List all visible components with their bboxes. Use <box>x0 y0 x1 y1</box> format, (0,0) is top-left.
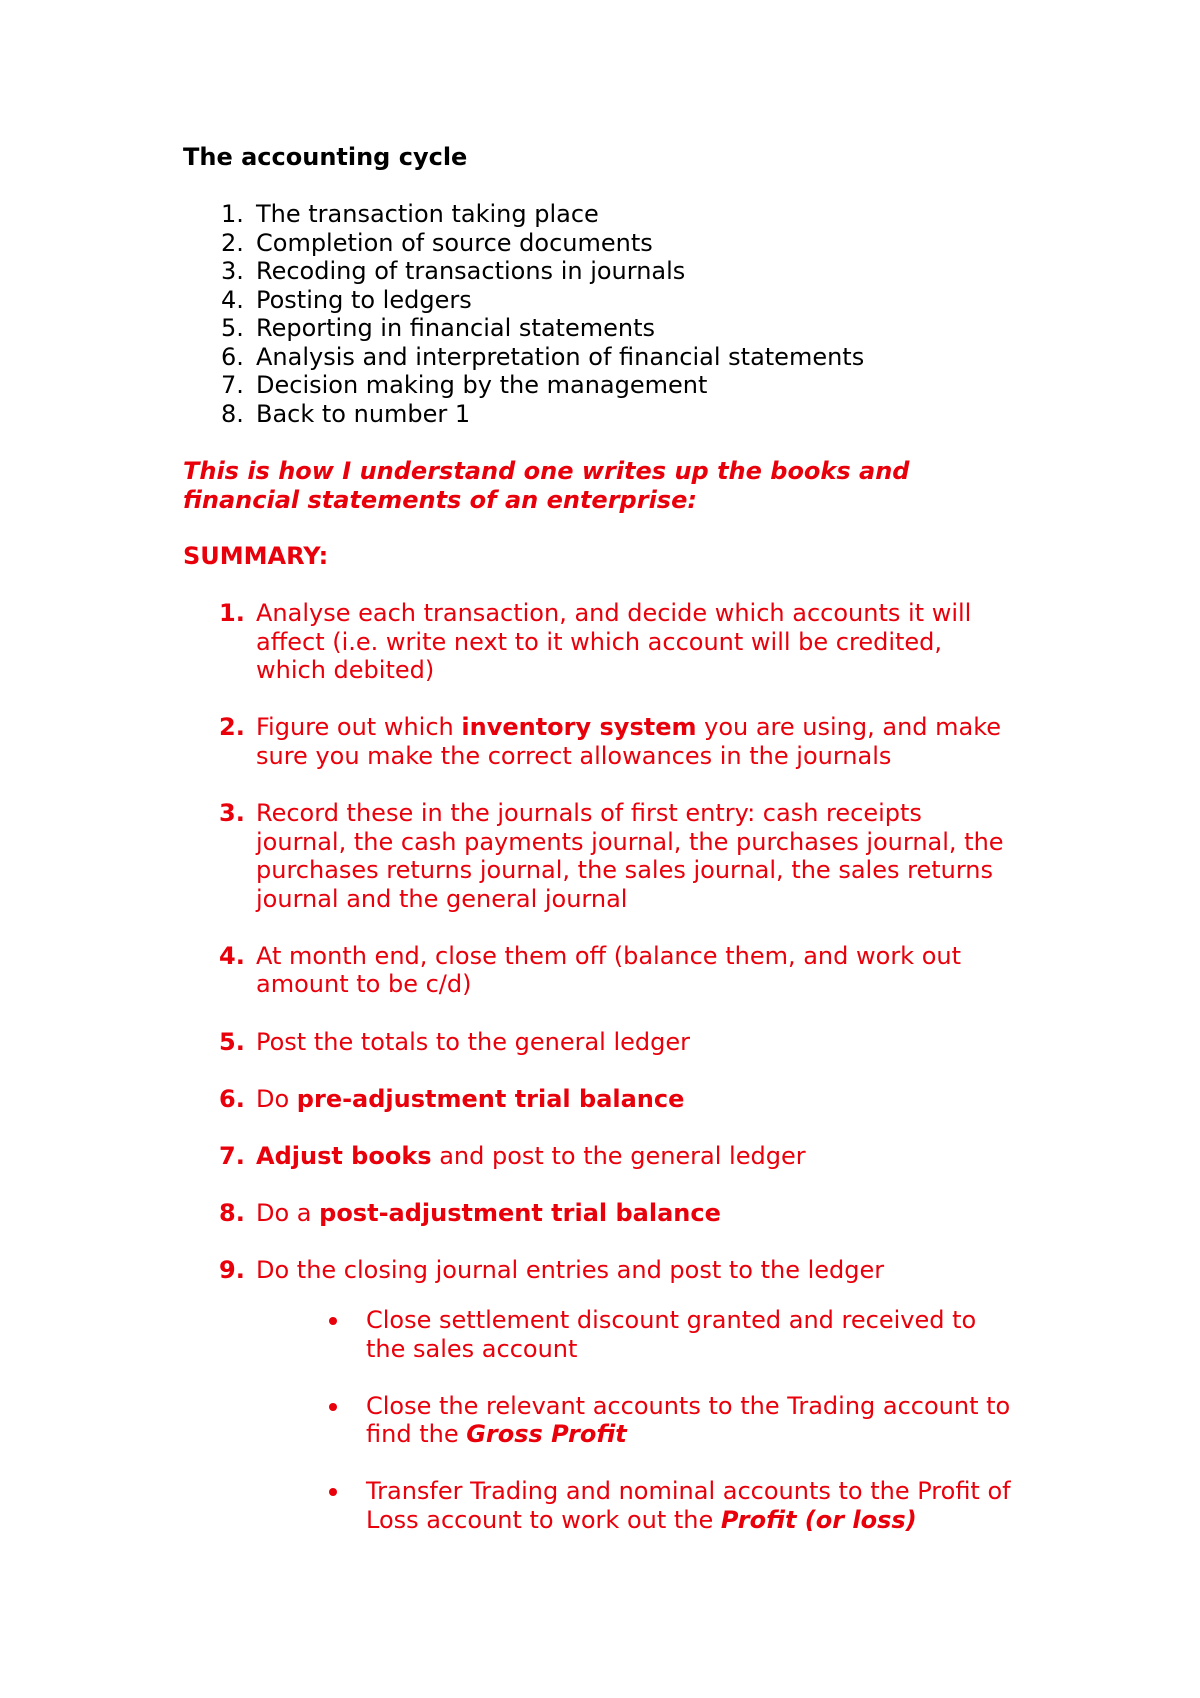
step-text <box>256 1256 1079 1285</box>
list-item <box>221 371 864 400</box>
bullet-line <box>366 1420 1010 1449</box>
step-number: 9. <box>219 1255 245 1284</box>
step-text <box>256 942 1079 999</box>
bullet-icon <box>326 1477 366 1534</box>
step-number: 6. <box>219 1084 245 1113</box>
list-text: Analysis and interpretation of financial statements <box>256 342 865 371</box>
list-item <box>221 343 864 372</box>
bullet-text <box>366 1392 1010 1449</box>
bullet-line: Close settlement discount granted and received to <box>366 1306 977 1334</box>
step-number: 4. <box>219 941 245 970</box>
step-number: 2. <box>219 713 245 742</box>
step-line <box>256 1199 1079 1228</box>
summary-step <box>219 599 1079 685</box>
summary-step <box>219 1028 1079 1057</box>
list-item <box>221 257 864 286</box>
list-item <box>221 200 864 229</box>
step-text <box>256 1028 1079 1057</box>
step-text-run: you are using, and make <box>696 713 1002 742</box>
step-line: journal, the cash payments journal, the purchases journal, the <box>256 827 1004 856</box>
summary-step <box>219 1142 1079 1171</box>
step-line: At month end, close them off (balance them, and work out <box>256 941 962 970</box>
bullet-item <box>326 1392 1086 1449</box>
accounting-cycle-list <box>221 200 864 428</box>
bullet-emphasis: Gross Profit <box>466 1420 627 1449</box>
note-line: This is how I understand one writes up the books and <box>183 457 910 485</box>
list-text: Reporting in financial statements <box>256 314 655 342</box>
step-number: 1. <box>219 599 245 627</box>
step-line: Do the closing journal entries and post to the ledger <box>256 1255 885 1284</box>
step-number: 8. <box>219 1198 245 1227</box>
step-line <box>256 1085 1079 1114</box>
summary-steps-list <box>219 599 1079 1313</box>
step-text <box>256 1085 1079 1114</box>
bullet-line: the sales account <box>366 1334 578 1363</box>
step-number: 7. <box>219 1141 245 1170</box>
bullet-text <box>366 1477 1011 1534</box>
bullet-icon <box>326 1306 366 1363</box>
step-text <box>256 799 1079 913</box>
list-number: 3. <box>221 257 244 285</box>
bullet-emphasis: Profit (or loss) <box>720 1505 917 1534</box>
summary-step <box>219 1256 1079 1285</box>
step-line <box>256 1142 1079 1171</box>
list-number: 2. <box>221 228 244 257</box>
step-text <box>256 1142 1079 1171</box>
step-emphasis: pre-adjustment trial balance <box>296 1084 685 1113</box>
summary-step <box>219 713 1079 770</box>
step-text-run: Do a <box>256 1198 320 1227</box>
list-item <box>221 400 864 429</box>
step-line: purchases returns journal, the sales journal, the sales returns <box>256 856 993 885</box>
step-text-run: Figure out which <box>256 713 462 742</box>
step-text <box>256 1199 1079 1228</box>
list-number: 1. <box>221 200 244 228</box>
list-number: 8. <box>221 399 244 428</box>
step-line: amount to be c/d) <box>256 970 472 999</box>
summary-step <box>219 1199 1079 1228</box>
bullet-item <box>326 1477 1086 1534</box>
step-text <box>256 713 1079 770</box>
bullet-text <box>366 1306 976 1363</box>
list-number: 4. <box>221 285 244 314</box>
page-title: The accounting cycle <box>183 143 468 171</box>
step-text-run: and post to the general ledger <box>431 1141 806 1170</box>
bullet-line: Close the relevant accounts to the Trading account to <box>366 1391 1011 1420</box>
note-line: financial statements of an enterprise: <box>183 486 697 514</box>
bullet-line <box>366 1506 1011 1535</box>
bullet-icon <box>326 1392 366 1449</box>
list-number: 5. <box>221 314 244 342</box>
list-text: Recoding of transactions in journals <box>256 257 686 285</box>
step-text-run: Do <box>256 1084 297 1113</box>
step-line: affect (i.e. write next to it which account will be credited, <box>256 627 943 656</box>
bullet-text-run: find the <box>366 1420 467 1449</box>
step-line <box>256 713 1079 742</box>
list-number: 7. <box>221 371 244 399</box>
summary-step <box>219 942 1079 999</box>
summary-step <box>219 799 1079 913</box>
step-emphasis: inventory system <box>461 713 697 742</box>
step-line: Analyse each transaction, and decide which accounts it will <box>256 599 972 627</box>
step-emphasis: Adjust books <box>256 1141 432 1170</box>
step-line: which debited) <box>256 656 435 685</box>
list-text: The transaction taking place <box>256 200 599 228</box>
step-line: Post the totals to the general ledger <box>256 1027 690 1056</box>
list-number: 6. <box>221 342 244 371</box>
step-number: 5. <box>219 1027 245 1056</box>
summary-heading: SUMMARY: <box>183 542 329 570</box>
bullet-text-run: Loss account to work out the <box>366 1505 721 1534</box>
step-number: 3. <box>219 798 245 827</box>
summary-step <box>219 1085 1079 1114</box>
list-text: Posting to ledgers <box>256 285 472 314</box>
closing-entries-bullet-list <box>326 1306 1086 1563</box>
step-line: sure you make the correct allowances in the journals <box>256 741 892 770</box>
list-text: Decision making by the management <box>256 371 708 399</box>
step-emphasis: post-adjustment trial balance <box>319 1198 721 1227</box>
list-text: Back to number 1 <box>256 399 471 428</box>
list-item <box>221 314 864 343</box>
bullet-line: Transfer Trading and nominal accounts to the Profit of <box>366 1477 1011 1506</box>
understanding-note <box>183 457 909 515</box>
step-line: journal and the general journal <box>256 884 628 913</box>
list-item <box>221 286 864 315</box>
bullet-item <box>326 1306 1086 1363</box>
step-line: Record these in the journals of first entry: cash receipts <box>256 798 922 827</box>
list-text: Completion of source documents <box>256 228 653 257</box>
step-text <box>256 599 1079 685</box>
list-item <box>221 229 864 258</box>
